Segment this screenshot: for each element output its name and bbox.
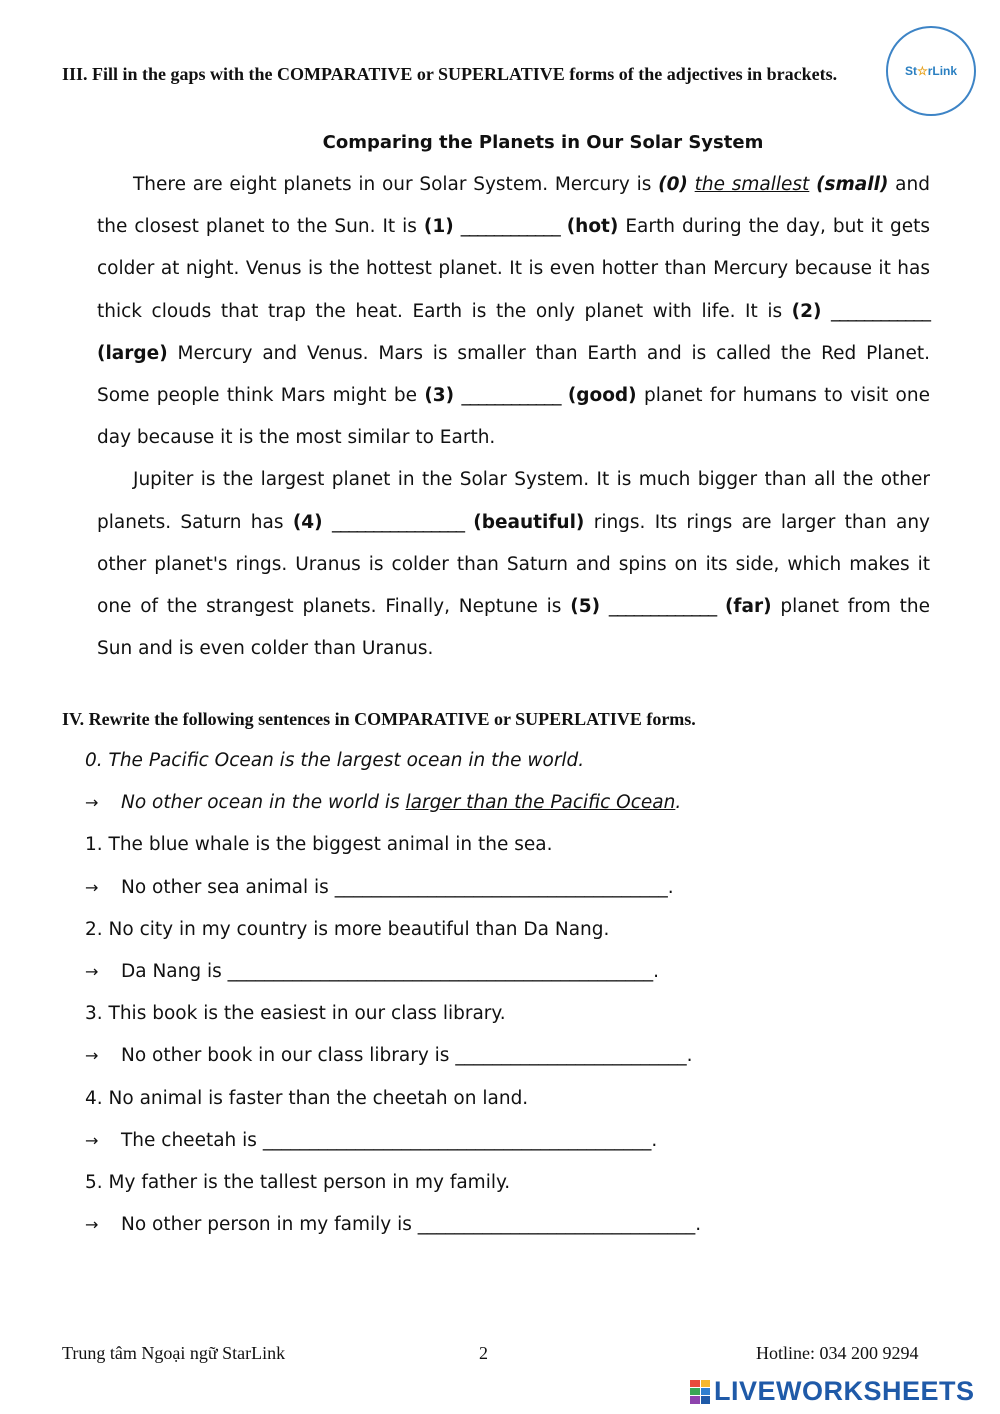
answer-row-2 — [85, 951, 945, 993]
passage-text: rings. Its rings are larger than any other planet's rings. Uranus is colder than Saturn and spins on its side, which makes it one of the strangest planets. Finally, Neptune is — [97, 511, 930, 618]
logo-text-right: rLink — [927, 64, 958, 78]
answer-blank-2[interactable]: ______________________________________________. — [227, 960, 660, 982]
gap-number-4: (4) — [292, 511, 323, 533]
adjective-hint-2: (large) — [97, 342, 168, 364]
arrow-icon: → — [85, 793, 99, 813]
example-rewrite-answer: larger than the Pacific Ocean — [405, 792, 676, 814]
example-answer-row — [85, 782, 945, 824]
question-sentence-5: 5. My father is the tallest person in my family. — [85, 1171, 511, 1193]
gap-blank-4[interactable]: ________________ — [331, 511, 464, 533]
gap-number-2: (2) — [791, 300, 822, 322]
arrow-icon: → — [85, 877, 99, 897]
passage-text: There are eight planets in our Solar System. Mercury is — [133, 174, 659, 195]
passage-text: Mercury and Venus. Mars is smaller than Earth and is called the Red Planet. Some people think Mars might be — [97, 342, 930, 407]
adjective-hint-4: (beautiful) — [473, 511, 585, 533]
passage-text: Earth during the day, but it gets colder at night. Venus is the hottest planet. It is even hotter than Mercury because it has thick clouds that trap the heat. Earth is the only planet with life. It is — [97, 216, 930, 322]
footer-center-name: Trung tâm Ngoại ngữ StarLink — [62, 1343, 286, 1363]
starlink-logo — [886, 26, 976, 116]
answer-blank-1[interactable]: ____________________________________. — [334, 876, 674, 898]
answer-blank-3[interactable]: _________________________. — [455, 1045, 693, 1067]
answer-row-1 — [85, 867, 945, 909]
footer-hotline: Hotline: 034 200 9294 — [756, 1343, 919, 1363]
passage-text: planet from the Sun and is even colder than Uranus. — [97, 596, 930, 660]
gap-blank-3[interactable]: ____________ — [461, 385, 561, 407]
liveworksheets-watermark — [690, 1376, 975, 1407]
star-icon: ☆ — [916, 64, 928, 78]
question-sentence-3: 3. This book is the easiest in our class library. — [85, 1003, 506, 1025]
question-sentence-4: 4. No animal is faster than the cheetah on land. — [85, 1087, 529, 1109]
example-sentence — [85, 740, 945, 782]
gap-blank-2[interactable]: ____________ — [830, 300, 930, 322]
answer-prompt: The cheetah is — [121, 1129, 263, 1151]
answer-prompt: No other sea animal is — [121, 876, 335, 898]
gap-number-5: (5) — [570, 596, 601, 618]
example-answer: the smallest — [694, 174, 810, 195]
answer-blank-4[interactable]: __________________________________________. — [262, 1129, 658, 1151]
answer-blank-5[interactable]: ______________________________. — [417, 1214, 702, 1236]
gap-number-1: (1) — [423, 216, 454, 238]
arrow-icon: → — [85, 1130, 99, 1150]
example-end: . — [675, 792, 682, 814]
arrow-icon: → — [85, 1046, 99, 1066]
gap-number-3: (3) — [424, 385, 455, 407]
answer-row-5 — [85, 1204, 945, 1246]
rewrite-exercise-list — [85, 740, 945, 1246]
logo-text-left: St — [904, 64, 917, 78]
answer-prompt: No other person in my family is — [121, 1214, 418, 1236]
answer-row-4 — [85, 1120, 945, 1162]
section-3-title: III. Fill in the gaps with the COMPARATIVE or SUPERLATIVE forms of the adjectives in brackets. — [62, 64, 838, 84]
passage-paragraph-1 — [97, 164, 930, 459]
liveworksheets-logo-icon — [690, 1380, 710, 1404]
answer-prompt: No other book in our class library is — [121, 1045, 456, 1067]
adjective-hint-3: (good) — [567, 385, 637, 407]
gap-blank-1[interactable]: ____________ — [460, 216, 560, 238]
page-number: 2 — [479, 1343, 488, 1363]
adjective-hint-5: (far) — [724, 596, 772, 618]
adjective-hint-1: (hot) — [566, 216, 619, 238]
section-4-title: IV. Rewrite the following sentences in COMPARATIVE or SUPERLATIVE forms. — [62, 709, 696, 729]
adjective-hint-0: (small) — [816, 174, 889, 195]
gap-number-0: (0) — [658, 174, 688, 195]
passage — [97, 164, 930, 670]
passage-text: Jupiter is the largest planet in the Solar System. It is much bigger than all the other planets. Saturn has — [97, 469, 930, 533]
passage-paragraph-2 — [97, 459, 930, 670]
question-sentence-1: 1. The blue whale is the biggest animal in the sea. — [85, 834, 553, 856]
liveworksheets-text: LIVEWORKSHEETS — [714, 1376, 975, 1406]
arrow-icon: → — [85, 961, 99, 981]
arrow-icon: → — [85, 1215, 99, 1235]
passage-text: and the closest planet to the Sun. It is — [97, 174, 930, 238]
passage-title: Comparing the Planets in Our Solar System — [322, 132, 764, 153]
question-sentence-2: 2. No city in my country is more beautiful than Da Nang. — [85, 918, 610, 940]
answer-prompt: Da Nang is — [121, 960, 228, 982]
passage-text: planet for humans to visit one day because it is the most similar to Earth. — [97, 385, 930, 449]
answer-row-3 — [85, 1035, 945, 1077]
gap-blank-5[interactable]: _____________ — [608, 596, 717, 618]
example-sentence-text: 0. The Pacific Ocean is the largest ocean in the world. — [85, 750, 585, 771]
example-prompt: No other ocean in the world is — [121, 792, 406, 814]
